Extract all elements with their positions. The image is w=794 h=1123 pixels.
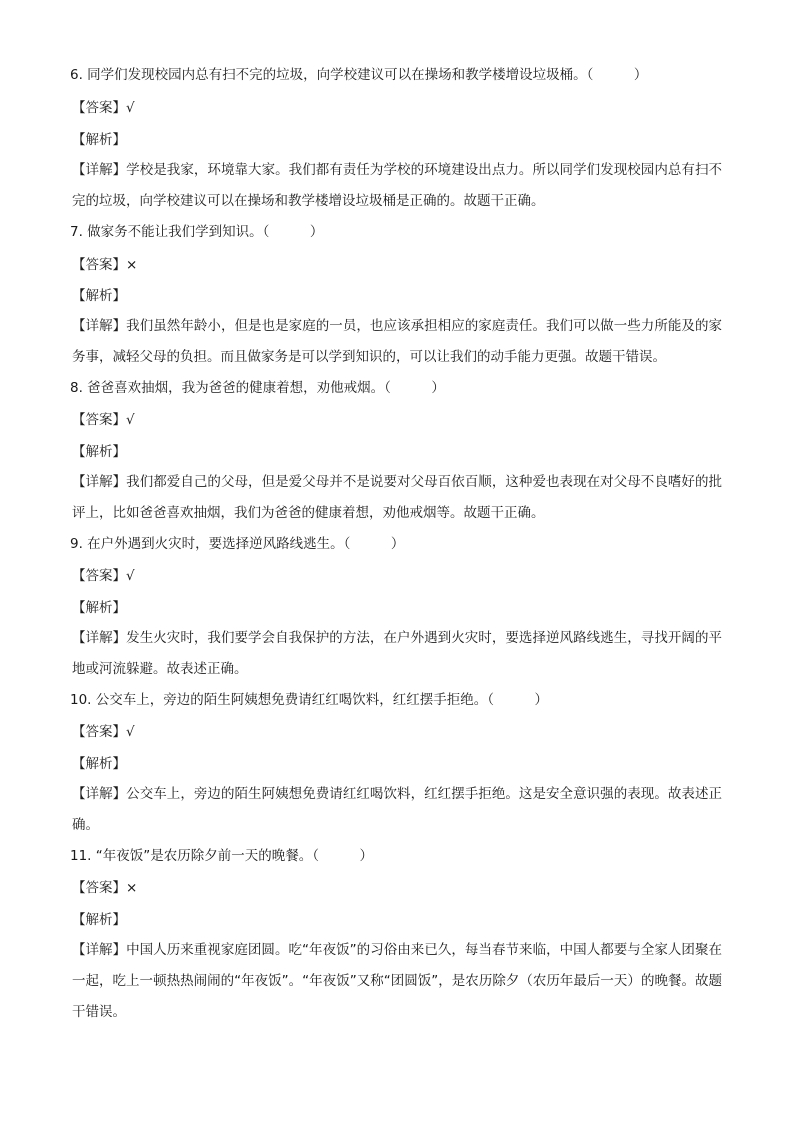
- question-11: 11. “年夜饭”是农历除夕前一天的晚餐。（ ）: [70, 848, 373, 864]
- detail-10: 【详解】公交车上，旁边的陌生阿姨想免费请红红喝饮料，红红摆手拒绝。这是安全意识强的表现。故表述正确。: [72, 786, 722, 833]
- detail-11: 【详解】中国人历来重视家庭团圆。吃“年夜饭”的习俗由来已久，每当春节来临，中国人都要与全家人团聚在一起，吃上一顿热热闹闹的“年夜饭”。“年夜饭”又称“团圆饭”，是农历除夕（农历年最后一天）的晚餐。故题干错误。: [72, 942, 722, 1020]
- detail-6: 【详解】学校是我家，环境靠大家。我们都有责任为学校的环境建设出点力。所以同学们发现校园内总有扫不完的垃圾，向学校建议可以在操场和教学楼增设垃圾桶是正确的。故题干正确。: [72, 162, 722, 209]
- analysis-label-9: 【解析】: [72, 600, 126, 616]
- question-8: 8. 爸爸喜欢抽烟，我为爸爸的健康着想，劝他戒烟。（ ）: [70, 380, 445, 396]
- answer-7: 【答案】×: [72, 257, 138, 273]
- detail-8: 【详解】我们都爱自己的父母，但是爱父母并不是说要对父母百依百顺，这种爱也表现在对父母不良嗜好的批评上，比如爸爸喜欢抽烟，我们为爸爸的健康着想，劝他戒烟等。故题干正确。: [72, 474, 722, 521]
- analysis-label-7: 【解析】: [72, 288, 126, 304]
- answer-9: 【答案】√: [72, 568, 135, 584]
- answer-10: 【答案】√: [72, 724, 135, 740]
- question-6: 6. 同学们发现校园内总有扫不完的垃圾，向学校建议可以在操场和教学楼增设垃圾桶。（ ）: [70, 67, 648, 83]
- answer-6: 【答案】√: [72, 100, 135, 116]
- analysis-label-10: 【解析】: [72, 756, 126, 772]
- question-7: 7. 做家务不能让我们学到知识。（ ）: [70, 224, 324, 240]
- question-9: 9. 在户外遇到火灾时，要选择逆风路线逃生。（ ）: [70, 536, 405, 552]
- analysis-label-11: 【解析】: [72, 912, 126, 928]
- answer-8: 【答案】√: [72, 412, 135, 428]
- answer-11: 【答案】×: [72, 880, 138, 896]
- detail-7: 【详解】我们虽然年龄小，但是也是家庭的一员，也应该承担相应的家庭责任。我们可以做一些力所能及的家务事，减轻父母的负担。而且做家务是可以学到知识的，可以让我们的动手能力更强。故题干错误。: [72, 318, 722, 365]
- analysis-label-6: 【解析】: [72, 132, 126, 148]
- question-10: 10. 公交车上，旁边的陌生阿姨想免费请红红喝饮料，红红摆手拒绝。（ ）: [70, 692, 549, 708]
- detail-9: 【详解】发生火灾时，我们要学会自我保护的方法，在户外遇到火灾时，要选择逆风路线逃生，寻找开阔的平地或河流躲避。故表述正确。: [72, 630, 722, 677]
- analysis-label-8: 【解析】: [72, 444, 126, 460]
